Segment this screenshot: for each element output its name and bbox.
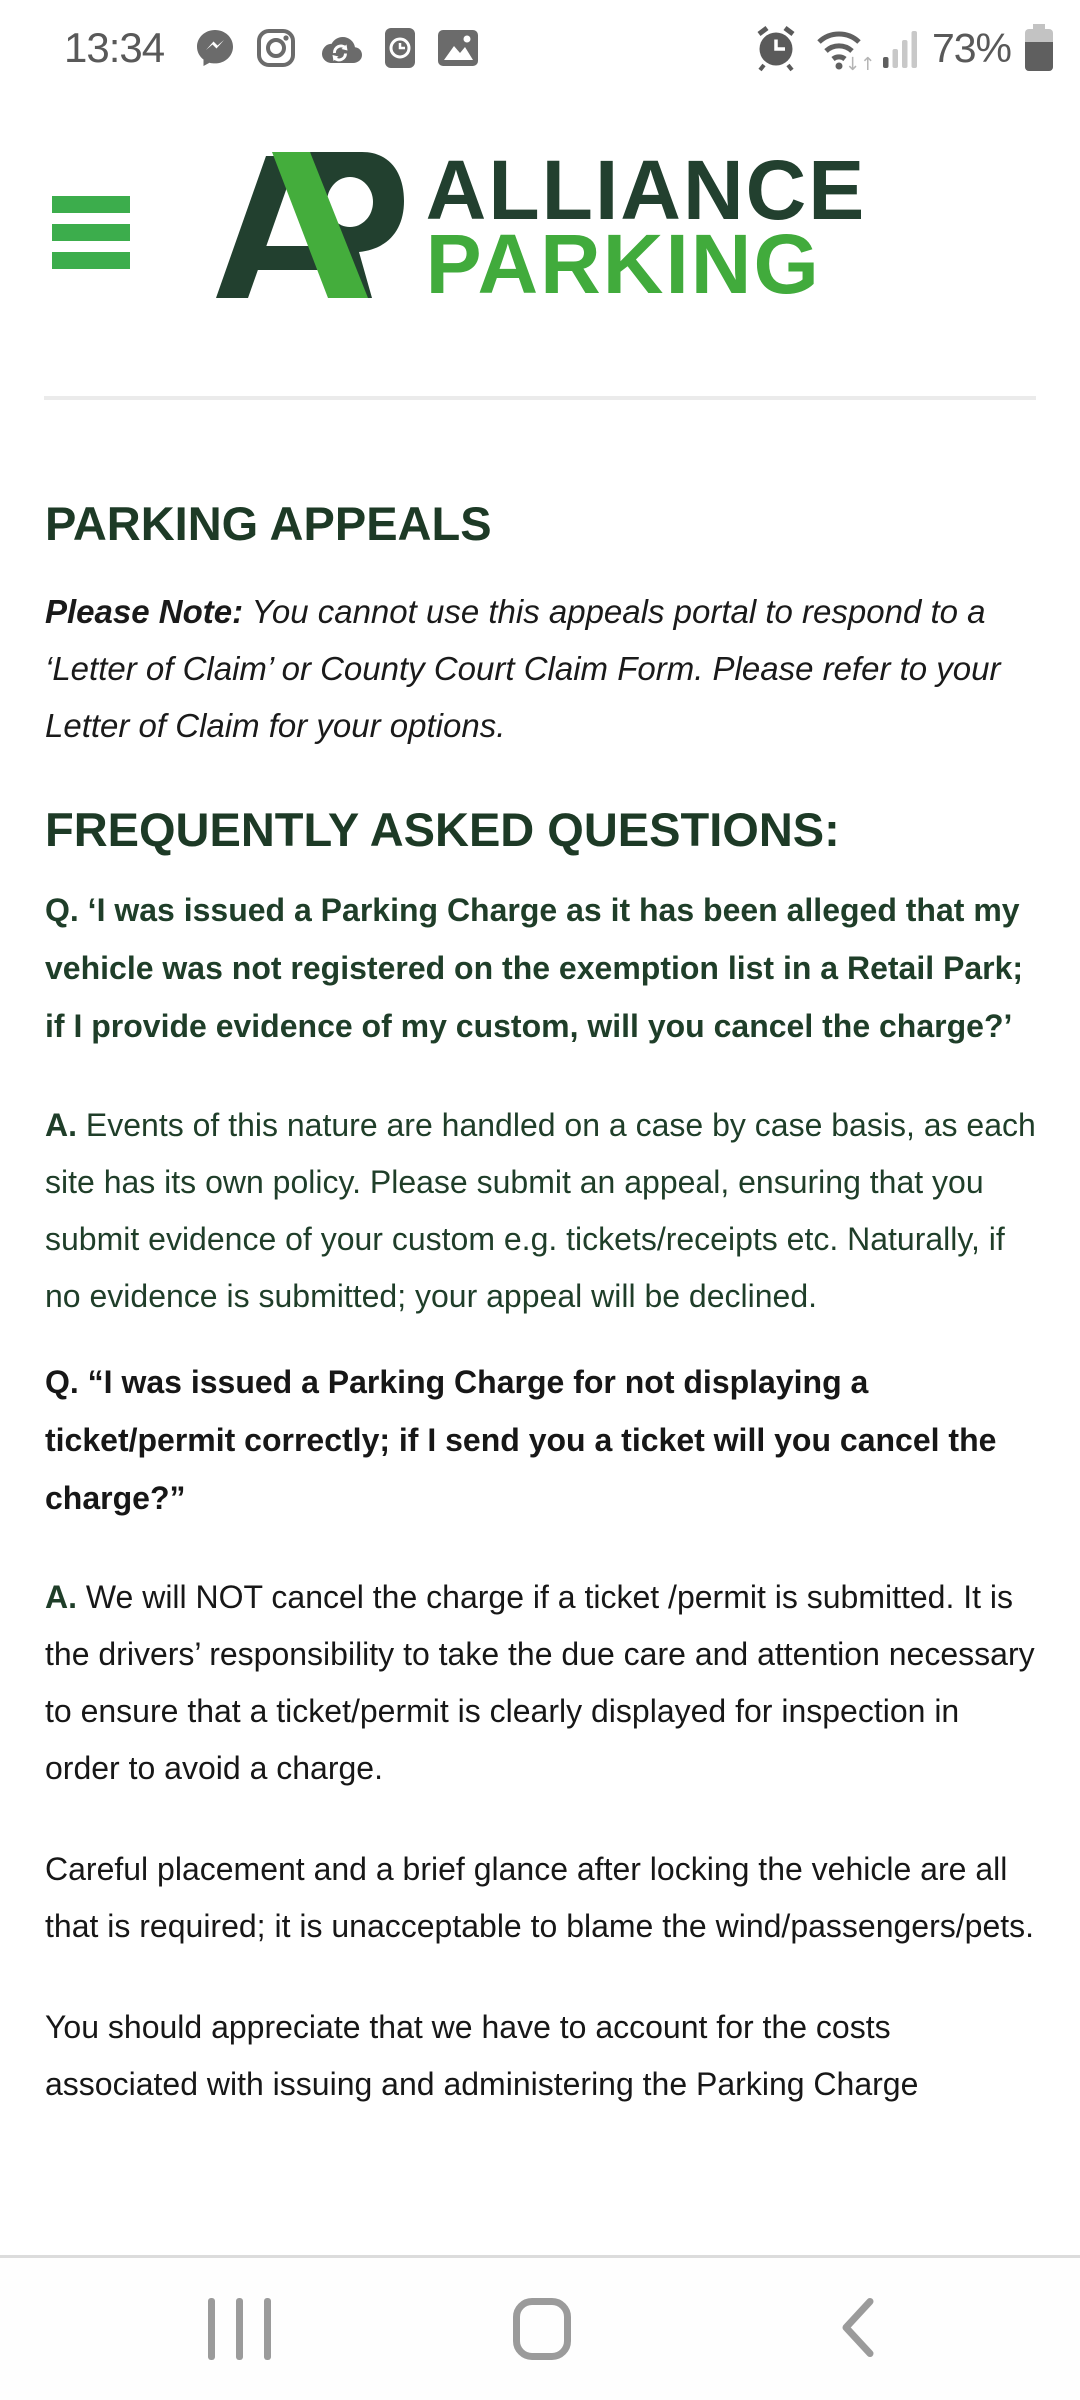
faq-answer-2 [45,1569,1036,1797]
brand-name-line1: ALLIANCE [425,143,867,237]
signal-icon [883,26,919,70]
battery-percent: 73% [931,24,1011,71]
wifi-icon [812,25,876,75]
answer-1-text: Events of this nature are handled on a case by case basis, as each site has its own policy. Please submit an appeal, ensuring that you submit evidence of your custom e.g. tickets/receipts etc. Naturally, if no evidence is submitted; your appeal will be declined. [45,1107,1036,1314]
menu-button[interactable] [52,196,130,269]
page-title: PARKING APPEALS [45,497,492,550]
costs-paragraph: You should appreciate that we have to account for the costs associated with issuing and administering the Parking Charge [45,2009,919,2102]
please-note-text: You cannot use this appeals portal to respond to a ‘Letter of Claim’ or County Court Claim Form. Please refer to your Letter of Claim for your options. [45,593,1001,744]
answer-2-prefix: A. [45,1579,77,1615]
brand-wordmark [425,143,867,311]
gallery-icon [436,28,480,68]
answer-1-prefix: A. [45,1107,77,1143]
faq-question-1: Q. ‘I was issued a Parking Charge as it has been alleged that my vehicle was not registered on the exemption list in a Retail Park; if I provide evidence of my custom, will you cancel the charge?’ [45,892,1024,1044]
alarm-icon [753,25,799,71]
android-nav-bar [0,2255,1080,2400]
ap-monogram-icon [214,152,404,298]
status-bar-right [753,24,1054,75]
faq-heading: FREQUENTLY ASKED QUESTIONS: [45,803,840,856]
faq-question-2: Q. “I was issued a Parking Charge for not displaying a ticket/permit correctly; if I send you a ticket will you cancel the charge?” [45,1364,997,1516]
hamburger-icon [52,196,130,213]
recents-button[interactable] [198,2288,281,2370]
header-divider [44,396,1036,400]
device-clock-icon [383,26,417,70]
appeals-page-content [0,497,1080,2113]
careful-placement-paragraph: Careful placement and a brief glance after locking the vehicle are all that is required; it is unacceptable to blame the wind/passengers/pets. [45,1851,1035,1944]
notification-icons [194,26,480,70]
status-bar [0,0,1080,82]
recents-icon [208,2298,215,2360]
home-icon [513,2298,571,2360]
site-header [0,124,1080,374]
cloud-sync-icon [316,27,364,69]
please-note-paragraph [45,583,1036,754]
please-note-prefix: Please Note: [45,593,244,630]
home-button[interactable] [503,2288,581,2370]
alliance-parking-logo[interactable] [0,124,1080,311]
answer-2-text: We will NOT cancel the charge if a ticket /permit is submitted. It is the drivers’ responsibility to take the due care and attention necessary to ensure that a ticket/permit is clearly displayed for inspection in order to avoid a charge. [45,1579,1035,1786]
back-button[interactable] [830,2287,886,2372]
battery-icon [1024,24,1054,72]
svg-text:↓↑: ↓↑ [844,54,876,75]
brand-name-line2: PARKING [425,217,821,311]
instagram-icon [255,27,297,69]
status-bar-left [64,24,480,72]
messenger-icon [194,27,236,69]
back-icon [840,2297,876,2359]
faq-answer-1 [45,1097,1036,1325]
status-time: 13:34 [64,24,165,71]
